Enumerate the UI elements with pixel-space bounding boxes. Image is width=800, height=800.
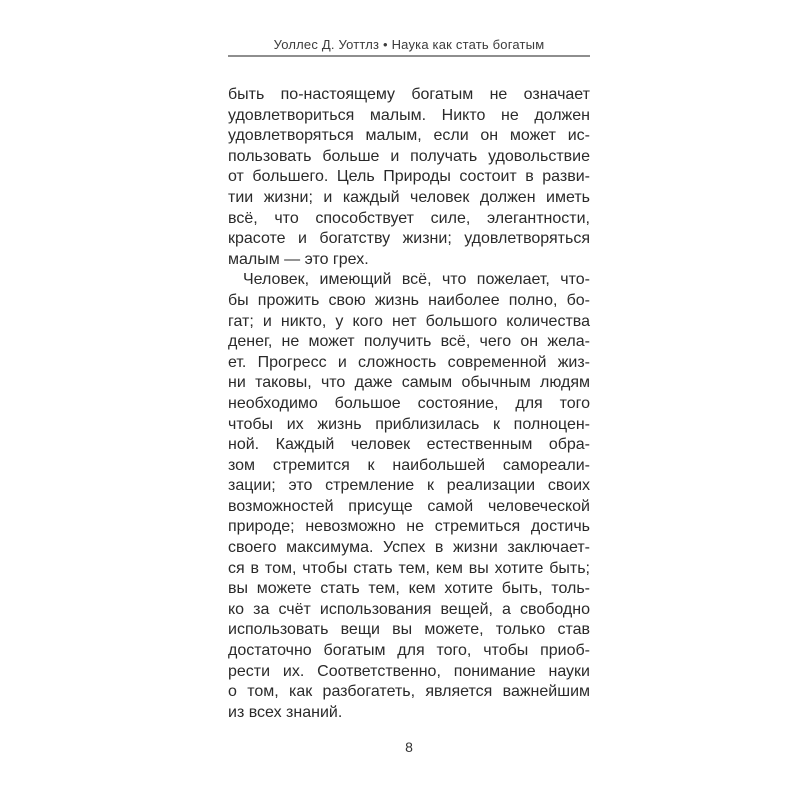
running-header-text: Уоллес Д. Уоттлз • Наука как стать богатым <box>273 37 545 52</box>
text-line: всё, что способствует силе, элегантности, <box>228 209 590 227</box>
text-line: о том, как разбогатеть, является важнейшим <box>228 683 590 701</box>
text-line: возможностей присуще самой человеческой <box>228 497 590 515</box>
text-line: удовлетворяться малым, если он может ис- <box>228 127 590 145</box>
text-line: достаточно богатым для того, чтобы приоб- <box>228 642 590 660</box>
text-line: ет. Прогресс и сложность современной жиз- <box>228 353 590 371</box>
text-line: необходимо большое состояние, для того <box>228 394 590 412</box>
text-line: природе; невозможно не стремиться достичь <box>228 518 590 536</box>
text-line: быть по-настоящему богатым не означает <box>228 86 590 103</box>
text-line: вы можете стать тем, кем хотите быть, толь- <box>228 580 590 598</box>
text-line: использовать вещи вы можете, только став <box>228 621 590 639</box>
text-line: пользовать больше и получать удовольствие <box>228 147 590 165</box>
text-line: ся в том, чтобы стать тем, кем вы хотите быть; <box>228 559 590 577</box>
text-line: из всех знаний. <box>228 703 343 721</box>
body-text <box>228 85 590 723</box>
text-line: Человек, имеющий всё, что пожелает, что- <box>243 271 590 289</box>
paragraph <box>228 270 590 723</box>
text-line: от большего. Цель Природы состоит в разви- <box>228 168 590 186</box>
text-line: денег, не может получить всё, чего он жела- <box>228 333 590 351</box>
text-line: тии жизни; и каждый человек должен иметь <box>228 188 590 206</box>
paragraph <box>228 85 590 270</box>
text-line: бы прожить свою жизнь наиболее полно, бо- <box>228 291 590 309</box>
text-line: своего максимума. Успех в жизни заключает- <box>228 539 590 557</box>
text-line: ни таковы, что даже самым обычным людям <box>228 374 590 392</box>
text-line: красоте и богатству жизни; удовлетворяться <box>228 230 590 248</box>
text-line: ной. Каждый человек естественным обра- <box>228 436 590 454</box>
text-line: ко за счёт использования вещей, а свободно <box>228 600 590 618</box>
text-line: удовлетвориться малым. Никто не должен <box>228 106 590 124</box>
text-line: чтобы их жизнь приблизилась к полноцен- <box>228 415 590 433</box>
text-line: малым — это грех. <box>228 250 369 268</box>
text-line: гат; и никто, у кого нет большого количества <box>228 312 590 330</box>
running-header <box>228 37 590 57</box>
text-line: зом стремится к наибольшей самореали- <box>228 456 590 474</box>
text-line: зации; это стремление к реализации своих <box>228 477 590 495</box>
page-number: 8 <box>405 739 413 755</box>
text-line: рести их. Соответственно, понимание науки <box>228 662 590 680</box>
